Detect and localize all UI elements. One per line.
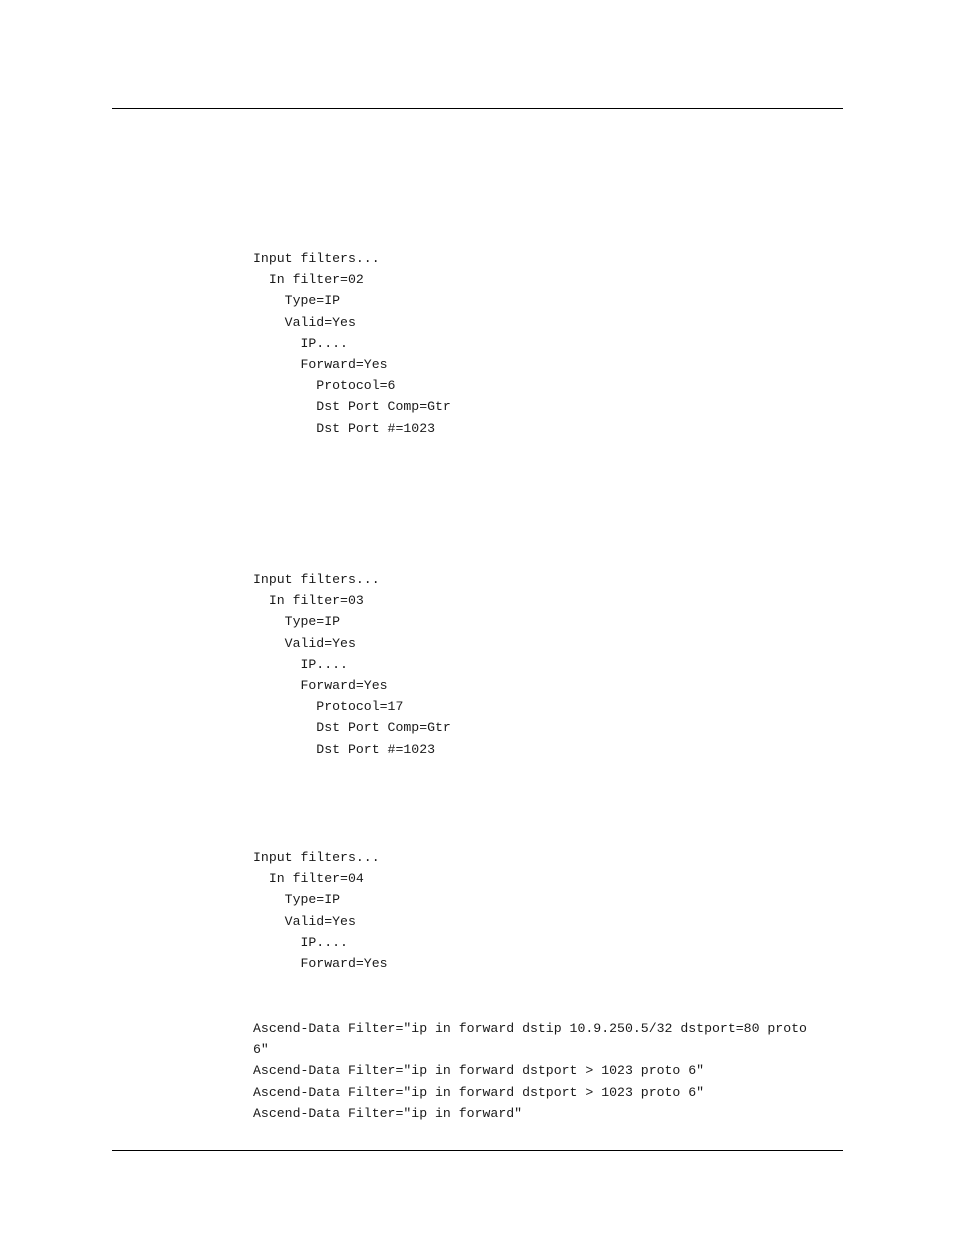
code-line: Forward=Yes (253, 677, 388, 693)
code-line: Input filters... (253, 850, 380, 865)
header-rule (112, 108, 843, 109)
code-block-filter-04 (253, 847, 388, 974)
code-line: Dst Port #=1023 (253, 741, 436, 757)
code-line: Ascend-Data Filter="ip in forward" (253, 1105, 523, 1121)
code-line: Dst Port Comp=Gtr (253, 399, 451, 415)
code-line: IP.... (253, 934, 348, 950)
code-line: IP.... (253, 656, 348, 672)
code-line: In filter=02 (253, 272, 364, 288)
code-line: IP.... (253, 335, 348, 351)
code-line: Input filters... (253, 572, 380, 587)
code-line: Input filters... (253, 251, 380, 266)
code-line: Valid=Yes (253, 314, 356, 330)
code-line: Dst Port Comp=Gtr (253, 720, 451, 736)
code-line: In filter=04 (253, 871, 364, 887)
code-block-ascend-data-filters (253, 1018, 807, 1124)
code-block-filter-03 (253, 569, 451, 760)
code-line: Type=IP (253, 614, 341, 630)
code-line: Ascend-Data Filter="ip in forward dstport > 1023 proto 6" (253, 1084, 705, 1100)
code-line: Valid=Yes (253, 913, 356, 929)
code-line: Protocol=6 (253, 378, 396, 394)
code-line: Ascend-Data Filter="ip in forward dstport > 1023 proto 6" (253, 1063, 705, 1079)
code-line: Protocol=17 (253, 699, 404, 715)
code-line: Type=IP (253, 293, 341, 309)
code-line: Type=IP (253, 892, 341, 908)
code-block-filter-02 (253, 248, 451, 439)
code-line: Ascend-Data Filter="ip in forward dstip 10.9.250.5/32 dstport=80 proto (253, 1021, 807, 1036)
code-line: Forward=Yes (253, 356, 388, 372)
footer-rule (112, 1150, 843, 1151)
code-line: Valid=Yes (253, 635, 356, 651)
code-line: 6" (253, 1042, 269, 1058)
code-line: Forward=Yes (253, 955, 388, 971)
code-line: In filter=03 (253, 593, 364, 609)
code-line: Dst Port #=1023 (253, 420, 436, 436)
